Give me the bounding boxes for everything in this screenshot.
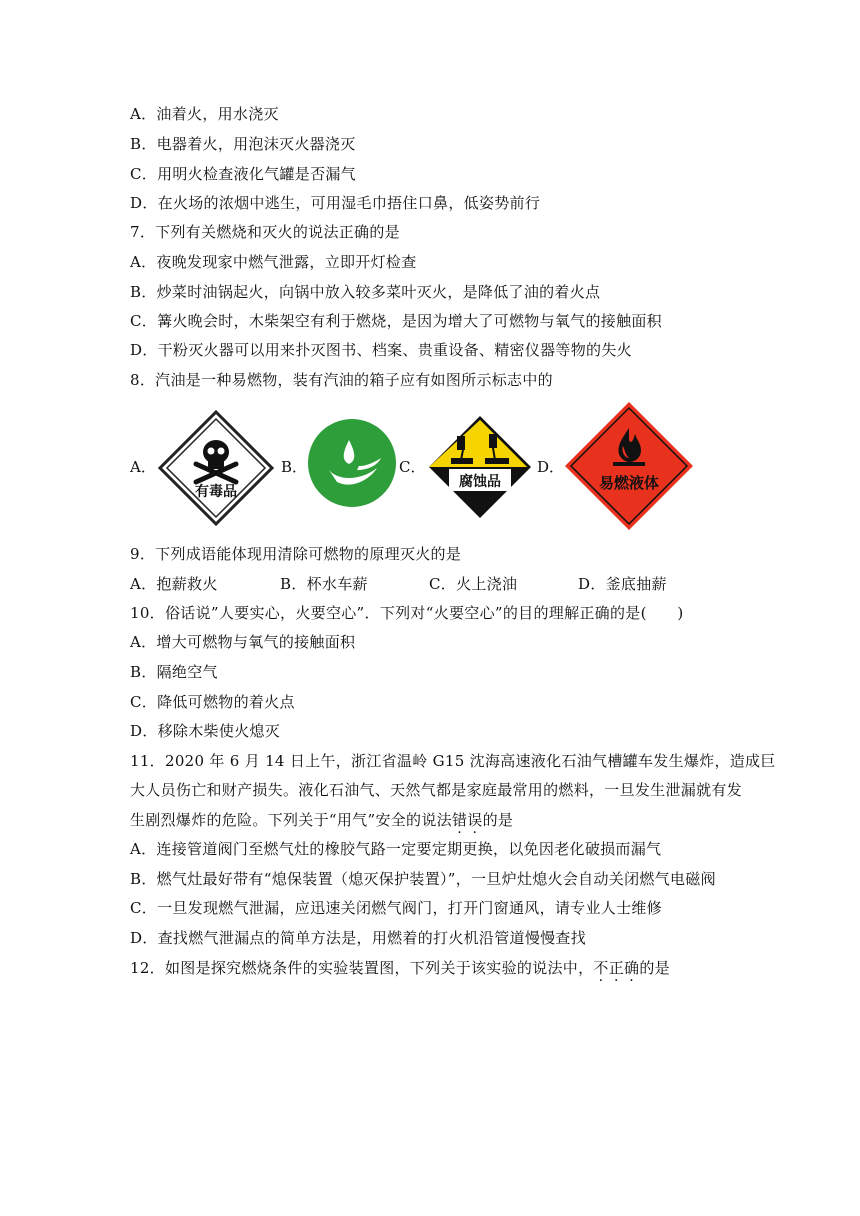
q12-stem: [130, 958, 670, 978]
q7-option-b: B．炒菜时油锅起火，向锅中放入较多菜叶灭火，是降低了油的着火点: [130, 283, 601, 301]
q12-stem-text: 12．如图是探究燃烧条件的实验装置图，下列关于该实验的说法中，: [130, 959, 594, 977]
q6-option-c: C．用明火检查液化气罐是否漏气: [130, 165, 356, 183]
green-water-logo-icon: [307, 418, 397, 508]
q12-emphasis: [593, 959, 639, 977]
q11-option-a: A．连接管道阀门至燃气灶的橡胶气路一定要定期更换，以免因老化破损而漏气: [130, 840, 662, 858]
q10-option-d: D．移除木柴使火熄灭: [130, 722, 281, 740]
q9-option-b: B．杯水车薪: [280, 575, 368, 593]
q11-emphasis: [452, 811, 483, 829]
emphasis-char: 不: [593, 959, 609, 977]
emphasis-char: 正: [608, 959, 625, 977]
corrosive-sign-label: 腐蚀品: [459, 474, 501, 490]
q7-stem: 7．下列有关燃烧和灭火的说法正确的是: [130, 223, 400, 241]
q9-option-d: D．釜底抽薪: [578, 575, 667, 593]
q10-stem: 10．俗话说”人要实心，火要空心”．下列对“火要空心”的目的理解正确的是( ): [130, 604, 684, 622]
q8-option-b-label: B．: [281, 458, 308, 476]
toxic-sign-label: 有毒品: [195, 484, 237, 500]
q6-option-a: A．油着火，用水浇灭: [130, 105, 279, 123]
q7-option-d: D．干粉灭火器可以用来扑灭图书、档案、贵重设备、精密仪器等物的失火: [130, 341, 632, 359]
q10-option-c: C．降低可燃物的着火点: [130, 693, 295, 711]
q11-option-d: D．查找燃气泄漏点的简单方法是，用燃着的打火机沿管道慢慢查找: [130, 929, 587, 947]
q11-option-b: B．燃气灶最好带有“熄保装置（熄灭保护装置）”，一旦炉灶熄火会自动关闭燃气电磁阀: [130, 870, 716, 888]
q11-option-c: C．一旦发现燃气泄漏，应迅速关闭燃气阀门，打开门窗通风，请专业人士维修: [130, 899, 662, 917]
q10-option-b: B．隔绝空气: [130, 663, 218, 681]
q11-stem-line-3: [130, 810, 513, 830]
emphasis-char: 错: [451, 811, 468, 829]
emphasis-char: 误: [467, 811, 483, 829]
q12-stem-end: 的是: [639, 959, 670, 977]
q9-options-row: [130, 574, 730, 594]
flammable-liquid-sign-icon: [563, 400, 695, 532]
emphasis-char: 确: [624, 959, 640, 977]
q11-stem-line-1: 11．2020 年 6 月 14 日上午，浙江省温岭 G15 沈海高速液化石油气槽罐车发生爆炸，造成巨: [130, 752, 776, 770]
q8-option-c-label: C．: [399, 458, 426, 476]
q9-stem: 9．下列成语能体现用清除可燃物的原理灭火的是: [130, 545, 462, 563]
q11-stem-text: 生剧烈爆炸的危险。下列关于“用气”安全的说法: [130, 811, 452, 829]
q8-stem: 8．汽油是一种易燃物，装有汽油的箱子应有如图所示标志中的: [130, 371, 553, 389]
q7-option-c: C．篝火晚会时，木柴架空有利于燃烧，是因为增大了可燃物与氧气的接触面积: [130, 312, 662, 330]
q9-option-c: C．火上浇油: [429, 575, 518, 593]
q8-option-a-label: A．: [130, 458, 156, 476]
q11-stem-line-2: 大人员伤亡和财产损失。液化石油气、天然气都是家庭最常用的燃料，一旦发生泄漏就有发: [130, 781, 743, 799]
q11-stem-end: 的是: [482, 811, 514, 829]
q8-option-d-label: D．: [537, 458, 565, 476]
q9-option-a: A．抱薪救火: [130, 575, 218, 593]
toxic-sign-icon: [158, 410, 274, 526]
flammable-sign-label: 易燃液体: [598, 474, 660, 492]
q6-option-d: D．在火场的浓烟中逃生，可用湿毛巾捂住口鼻，低姿势前行: [130, 194, 541, 212]
corrosive-sign-icon: [427, 414, 533, 520]
q10-option-a: A．增大可燃物与氧气的接触面积: [130, 633, 356, 651]
q7-option-a: A．夜晚发现家中燃气泄露，立即开灯检查: [130, 253, 417, 271]
q6-option-b: B．电器着火，用泡沫灭火器浇灭: [130, 135, 356, 153]
